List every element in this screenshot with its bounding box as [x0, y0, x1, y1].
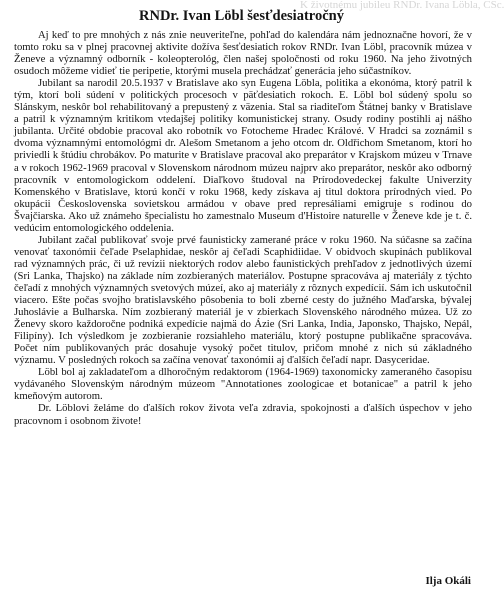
paragraph-journal: Löbl bol aj zakladateľom a dlhoročným redaktorom (1964-1969) taxonomicky zameraného časopisu vydávaného Slovenským národným múzeom "Annotationes zoologicae et botanicae" a patril k jeho kmeňovým autorom. — [14, 367, 472, 403]
article-body — [14, 30, 472, 428]
paragraph-research: Jubilant začal publikovať svoje prvé faunisticky zamerané práce v roku 1960. Na súčasne sa začína venovať taxonómii čeľade Pselaphidae, neskôr aj čeľadi Scaphidiidae. V obidvoch skupinách publikoval rad významných prác, či už revízii niektorých rodov alebo faunistických prehľadov z jednotlivých území (Sri Lanka, Thajsko) na základe ním zozbieraných materiálov. Postupne spracováva aj materiály z týchto čeľadí z mnohých významných svetových múzeí, ako aj materiály z rôznych expedícií. Sám ich uskutočnil viacero. Ešte počas svojho bratislavského pôsobenia to boli zberné cesty do južného Maďarska, bývalej Juhoslávie a Bulharska. Ním zozbieraný materiál je v zbierkach Slovenského národného múzea. Už zo Ženevy skoro každoročne podniká expedície najmä do Ázie (Sri Lanka, India, Japonsko, Thajsko, Nepál, Filipíny). Ich výsledkom je zozbieranie rozsiahleho materiálu, ktorý postupne publikačne spracováva. Počet ním publikovaných prác dosahuje vysoký počet titulov, pričom mnohé z nich sú základného významu. V posledných rokoch sa začína venovať taxonómii aj ďalších čeľadí napr. Dasyceridae. — [14, 234, 472, 367]
article-title: RNDr. Ivan Löbl šesťdesiatročný — [139, 8, 344, 24]
author-signature: Ilja Okáli — [425, 575, 471, 587]
paragraph-wishes: Dr. Löblovi želáme do ďalších rokov života veľa zdravia, spokojnosti a ďalších úspechov v jeho pracovnom i osobnom živote! — [14, 403, 472, 427]
paragraph-biography: Jubilant sa narodil 20.5.1937 v Bratislave ako syn Eugena Löbla, politika a ekonóma, ktorý patril k tým, ktorí boli súdení v politických procesoch v päťdesiatich rokoch. E. Löbl bol súdený spolu so Slánskym, neskôr bol rehabilitovaný a prepustený z väzenia. Stal sa riaditeľom Štátnej banky v Bratislave a patril k významným kritikom vtedajšej politiky komunistickej strany. Osudy rodiny postihli aj nášho jubilanta. Určité obdobie pracoval ako robotník vo Fotochemе Hradec Králové. V Hradci sa zoznámil s dvoma významnými entomológmi dr. Alešom Smetanom a jeho otcom dr. Oldřichom Smetanom, ktorí ho priviedli k štúdiu chrobákov. Po maturite v Bratislave pracoval ako preparátor v Krajskom múzeu v Trnave a v rokoch 1962-1969 pracoval v Slovenskom národnom múzeu najprv ako preparátor, neskôr ako odborný pracovník v entomologickom oddelení. Diaľkovo študoval na Prírodovedeckej fakulte Univerzity Komenského v Bratislave, ktorú končí v roku 1968, kedy získava aj titul doktora prírodných vied. Po okupácii Československa sovietskou armádou v obave pred represáliami emigruje s rodinou do Švajčiarska. Ako už známeho špecialistu ho zamestnalo Museum d'Histoire naturelle v Ženeve kde je t. č. vedúcim entomologického oddelenia. — [14, 78, 472, 234]
paragraph-intro: Aj keď to pre mnohých z nás znie neuveriteľne, pohľad do kalendára nám jednoznačne hovorí, že v tomto roku sa v plnej pracovnej aktivite dožíva šesťdesiatich rokov RNDr. Ivan Löbl, pracovník múzea v Ženeve a významný odborník - koleopterológ, člen našej spoločnosti od roku 1960. Na jeho životných osudoch môžeme vidieť tie peripetie, ktorými musela prechádzať generácia jeho súčastníkov. — [14, 30, 472, 78]
bleed-through-text: K životnému jubileu RNDr. Ivana Löbla, CSc. — [300, 0, 504, 11]
